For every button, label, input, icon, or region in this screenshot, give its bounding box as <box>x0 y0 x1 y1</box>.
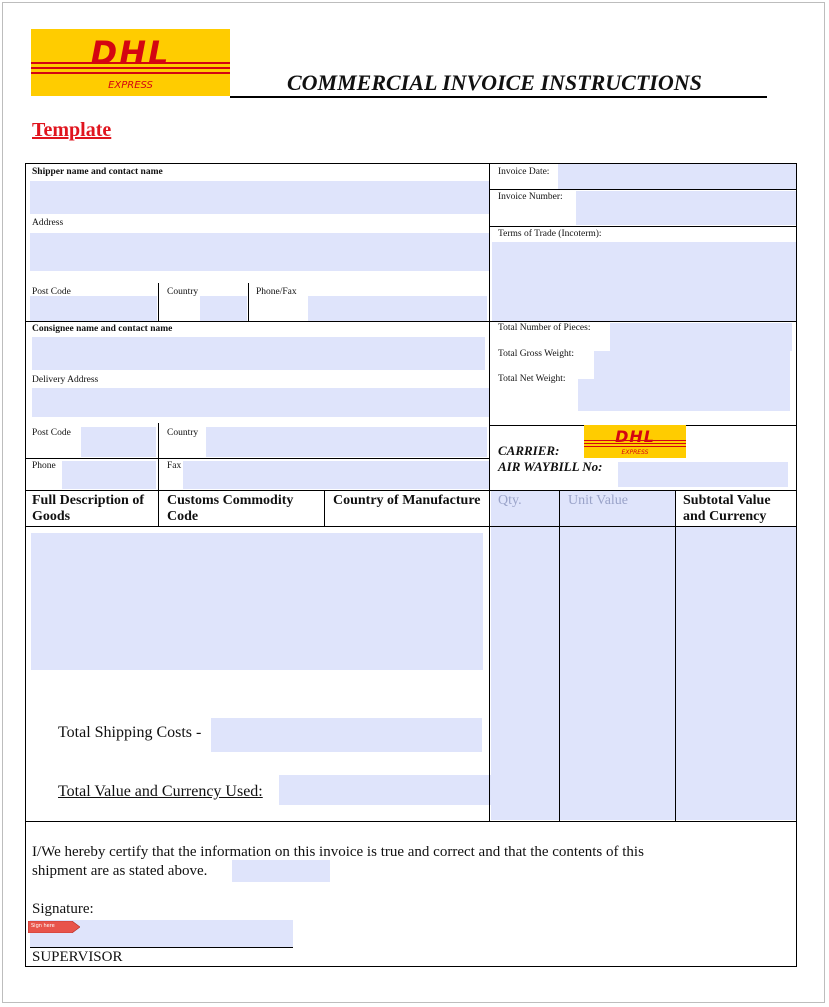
qty-column-field[interactable] <box>491 527 559 820</box>
terms-of-trade-label: Terms of Trade (Incoterm): <box>498 229 602 239</box>
net-weight-field[interactable] <box>578 379 790 411</box>
template-label: Template <box>32 119 112 141</box>
consignee-name-label: Consignee name and contact name <box>32 324 173 334</box>
column-header-top-line <box>25 490 796 491</box>
consignee-phone-label: Phone <box>32 461 56 471</box>
invoice-number-label: Invoice Number: <box>498 192 563 202</box>
carrier-dhl-logo <box>584 425 686 458</box>
shipper-address-field[interactable] <box>30 233 489 271</box>
shipper-country-divider <box>248 283 249 321</box>
shipper-name-field[interactable] <box>30 181 489 214</box>
col-qty-header: Qty. <box>498 493 522 508</box>
invoice-number-line <box>489 226 796 227</box>
subtotal-column-field[interactable] <box>676 527 796 820</box>
consignee-name-field[interactable] <box>32 337 485 370</box>
total-pieces-field[interactable] <box>610 323 792 351</box>
middle-divider <box>489 163 490 821</box>
title-underline <box>230 96 767 98</box>
total-value-field[interactable] <box>279 775 491 805</box>
carrier-label: CARRIER: <box>498 443 560 458</box>
invoice-date-field[interactable] <box>558 164 796 189</box>
consignee-fax-label: Fax <box>167 461 182 471</box>
delivery-address-field[interactable] <box>32 388 489 417</box>
goods-description-field[interactable] <box>31 533 483 670</box>
consignee-postcode-divider <box>158 423 159 527</box>
delivery-address-label: Delivery Address <box>32 375 99 385</box>
page-title: COMMERCIAL INVOICE INSTRUCTIONS <box>287 70 702 95</box>
sign-here-text: Sign here <box>31 923 55 929</box>
gross-weight-field[interactable] <box>594 351 790 379</box>
logo-sub: EXPRESS <box>108 80 153 91</box>
carrier-logo-sub: EXPRESS <box>621 449 649 456</box>
shipping-costs-label: Total Shipping Costs - <box>58 724 202 741</box>
phone-top-line <box>25 458 489 459</box>
col-divider-1 <box>324 490 325 527</box>
signature-label: Signature: <box>32 901 94 917</box>
terms-of-trade-field[interactable] <box>492 242 796 321</box>
gross-weight-label: Total Gross Weight: <box>498 349 574 359</box>
invoice-date-line <box>489 189 796 190</box>
table-bottom-border <box>25 966 797 967</box>
waybill-field[interactable] <box>618 462 788 487</box>
shipper-postcode-divider <box>158 283 159 321</box>
consignee-post-code-field[interactable] <box>81 427 156 457</box>
table-left-border <box>25 163 26 967</box>
consignee-fax-field[interactable] <box>183 461 489 489</box>
total-value-label: Total Value and Currency Used: <box>58 783 263 800</box>
consignee-country-label: Country <box>167 428 199 438</box>
shipping-costs-field[interactable] <box>211 718 482 752</box>
col-subtotal-header: Subtotal Value and Currency <box>683 493 771 524</box>
waybill-label: AIR WAYBILL No: <box>498 459 603 474</box>
carrier-logo-word: DHL <box>615 427 655 446</box>
invoice-date-label: Invoice Date: <box>498 167 550 177</box>
consignee-country-field[interactable] <box>206 427 487 457</box>
col-divider-3 <box>675 490 676 821</box>
sign-here-tag <box>28 920 80 932</box>
col-commodity-code-header: Customs Commodity Code <box>167 493 294 524</box>
shipper-post-code-field[interactable] <box>30 296 157 321</box>
net-weight-label: Total Net Weight: <box>498 374 566 384</box>
shipper-address-label: Address <box>32 218 64 228</box>
shipper-country-field[interactable] <box>200 296 247 321</box>
certification-top-line <box>25 821 796 822</box>
column-header-bottom-line <box>25 526 796 527</box>
consignee-phone-field[interactable] <box>62 461 156 489</box>
col-divider-2 <box>559 490 560 821</box>
unit-value-column-field[interactable] <box>560 527 675 820</box>
dhl-express-logo <box>31 29 230 96</box>
col-unit-value-header: Unit Value <box>568 493 629 508</box>
logo-word: DHL <box>90 34 171 72</box>
col-country-manufacture-header: Country of Manufacture <box>333 493 481 508</box>
shipper-post-code-label: Post Code <box>32 287 71 297</box>
table-right-border <box>796 163 797 967</box>
consignee-top-line <box>25 321 796 322</box>
shipper-country-label: Country <box>167 287 199 297</box>
table-top-border <box>25 163 797 164</box>
shipper-name-label: Shipper name and contact name <box>32 167 163 177</box>
certify-statement-line1: I/We hereby certify that the information on this invoice is true and correct and that the contents of this <box>32 844 644 860</box>
invoice-number-field[interactable] <box>576 191 796 225</box>
certify-field[interactable] <box>232 860 330 882</box>
certify-statement-line2: shipment are as stated above. <box>32 863 208 879</box>
col-description-header: Full Description of Goods <box>32 493 144 524</box>
shipper-phone-fax-field[interactable] <box>308 296 487 321</box>
shipper-phone-fax-label: Phone/Fax <box>256 287 297 297</box>
total-pieces-label: Total Number of Pieces: <box>498 323 591 333</box>
consignee-post-code-label: Post Code <box>32 428 71 438</box>
supervisor-label: SUPERVISOR <box>32 949 123 965</box>
